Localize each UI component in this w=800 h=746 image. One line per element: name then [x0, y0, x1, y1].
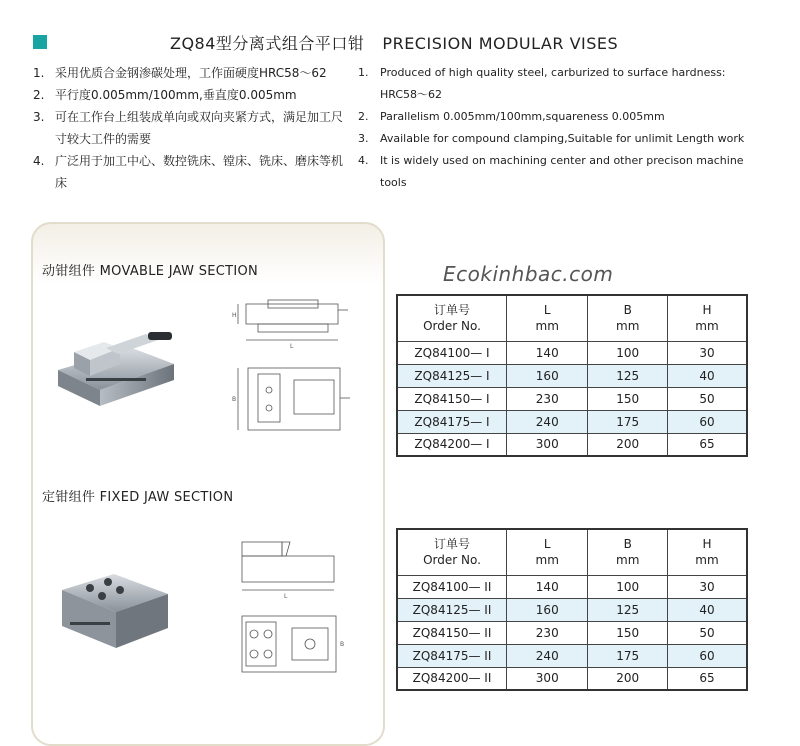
table-row: ZQ84200— I 300 200 65 — [397, 433, 747, 456]
spec-table-movable — [396, 294, 748, 457]
table-row: ZQ84125— II 160 125 40 — [397, 598, 747, 621]
feature-en-item: 4. It is widely used on machining center and other precison machine tools — [358, 154, 744, 189]
fixed-jaw-drawing — [228, 538, 354, 678]
header-b: B mm — [588, 529, 667, 575]
feature-en-item: 3. Available for compound clamping,Suitable for unlimit Length work — [358, 132, 745, 145]
header-l: L mm — [507, 295, 588, 341]
feature-en-item: 2. Parallelism 0.005mm/100mm,squareness 0.005mm — [358, 110, 665, 123]
feature-en-item: 1. Produced of high quality steel, carburized to surface hardness: HRC58～62 — [358, 66, 726, 101]
table-row: ZQ84100— II 140 100 30 — [397, 575, 747, 598]
section-label-fixed: 定钳组件 FIXED JAW SECTION — [42, 490, 234, 505]
movable-jaw-photo — [50, 318, 180, 410]
table-row: ZQ84150— II 230 150 50 — [397, 621, 747, 644]
header-h: H mm — [667, 529, 747, 575]
features-en-list — [358, 62, 756, 194]
header-order-no: 订单号 Order No. — [397, 295, 507, 341]
watermark-text: Ecokinhbac.com — [443, 262, 614, 286]
table-row: ZQ84175— II 240 175 60 — [397, 644, 747, 667]
table-row: ZQ84150— I 230 150 50 — [397, 387, 747, 410]
header-b: B mm — [588, 295, 667, 341]
table-row: ZQ84200— II 300 200 65 — [397, 667, 747, 690]
header-h: H mm — [667, 295, 747, 341]
title-cn: ZQ84型分离式组合平口钳 — [170, 34, 365, 53]
drawing-label-l: L — [290, 343, 294, 350]
feature-cn-item: 3. 可在工作台上组装成单向或双向夹紧方式，满足加工尺寸较大工件的需要 — [33, 110, 344, 146]
drawing-label-h: H — [232, 312, 237, 319]
table-header-row — [397, 295, 747, 341]
table-row: ZQ84125— I 160 125 40 — [397, 364, 747, 387]
table-header-row — [397, 529, 747, 575]
title-en: PRECISION MODULAR VISES — [382, 34, 619, 53]
fixed-jaw-photo — [56, 570, 174, 652]
table-row: ZQ84175— I 240 175 60 — [397, 410, 747, 433]
feature-cn-item: 2. 平行度0.005mm/100mm,垂直度0.005mm — [33, 88, 297, 102]
features-cn-list — [33, 62, 351, 194]
feature-cn-item: 1. 采用优质合金钢渗碳处理，工作面硬度HRC58～62 — [33, 66, 327, 80]
drawing-label-b: B — [232, 396, 237, 403]
movable-jaw-drawing — [228, 298, 354, 438]
spec-table-fixed — [396, 528, 748, 691]
drawing-label-b-2: B — [340, 641, 345, 648]
table-row: ZQ84100— I 140 100 30 — [397, 341, 747, 364]
feature-cn-item: 4. 广泛用于加工中心、数控铣床、镗床、铣床、磨床等机床 — [33, 154, 344, 190]
page-title — [170, 31, 618, 54]
drawing-label-l-2: L — [284, 593, 288, 600]
section-label-movable: 动钳组件 MOVABLE JAW SECTION — [42, 264, 259, 279]
header-order-no: 订单号 Order No. — [397, 529, 507, 575]
header-l: L mm — [507, 529, 588, 575]
title-accent-square — [33, 35, 47, 49]
